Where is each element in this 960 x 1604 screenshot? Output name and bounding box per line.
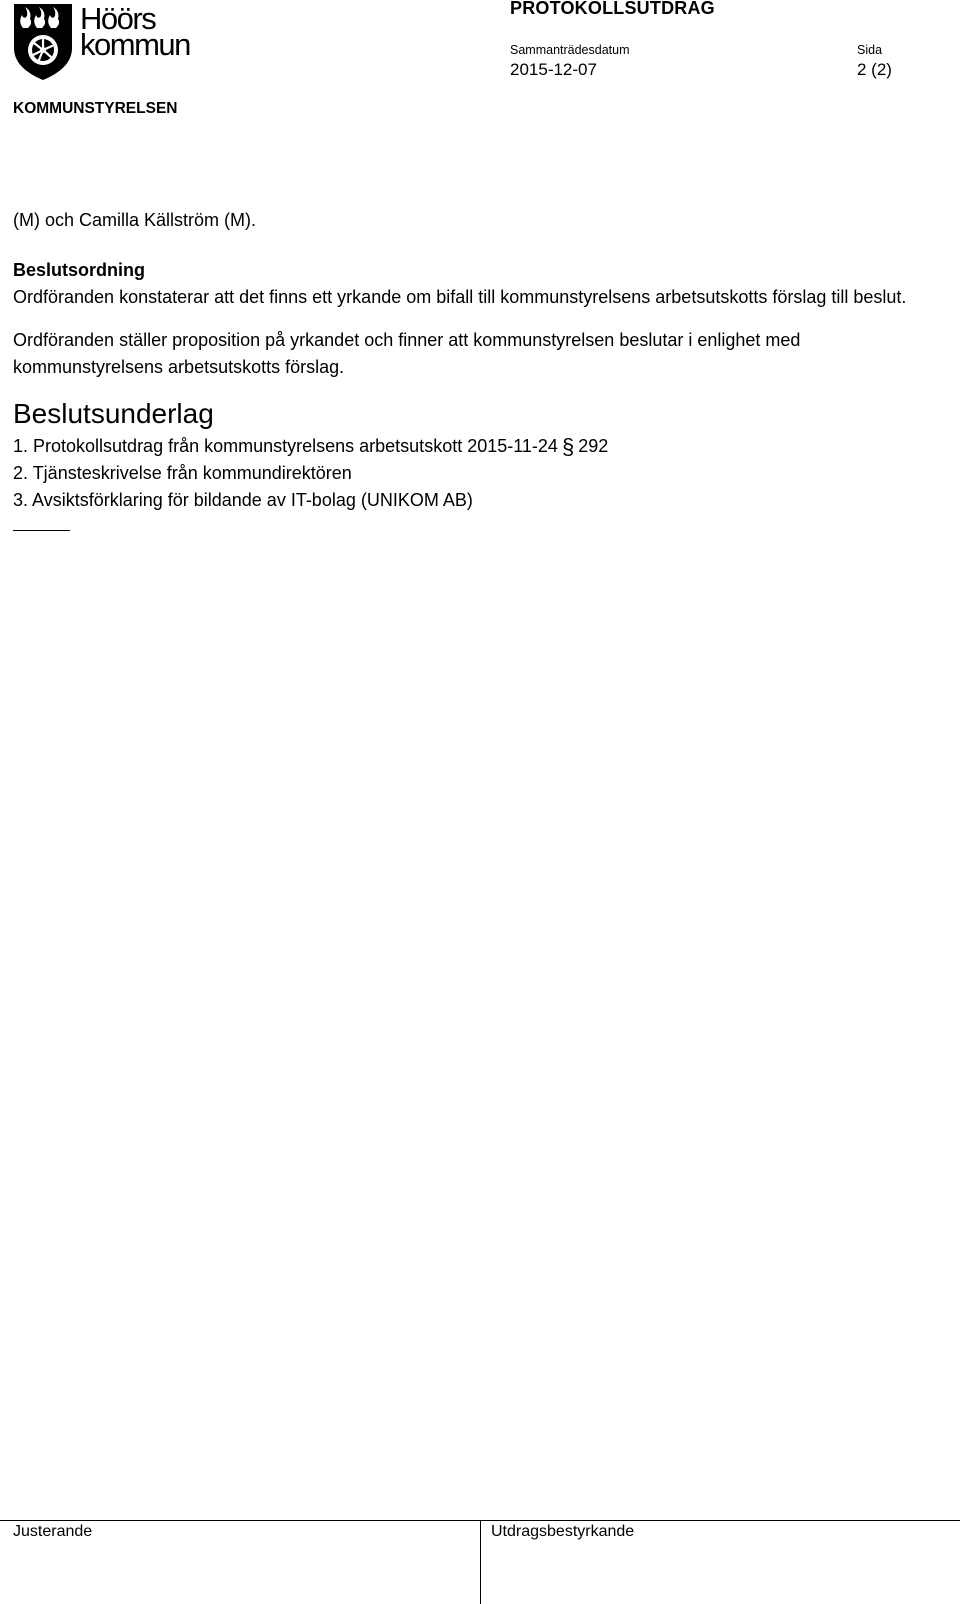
footer-column-divider	[480, 1520, 481, 1604]
list-item: 3. Avsiktsförklaring för bildande av IT-bolag (UNIKOM AB)	[13, 490, 473, 510]
list-item: 2. Tjänsteskrivelse från kommundirektören	[13, 463, 352, 483]
page-number: 2 (2)	[857, 60, 892, 79]
hoor-coat-of-arms-icon	[12, 2, 74, 82]
committee-name: KOMMUNSTYRELSEN	[13, 100, 178, 117]
document-type: PROTOKOLLSUTDRAG	[510, 0, 715, 18]
end-rule	[13, 530, 70, 531]
paragraph-number: 292	[578, 436, 609, 456]
signing-label: Justerande	[13, 1523, 93, 1540]
decision-order-title: Beslutsordning	[13, 260, 146, 280]
decision-basis-title: Beslutsunderlag	[13, 398, 214, 429]
meeting-date-label: Sammanträdesdatum	[510, 43, 630, 57]
logo-name-line1: Höörs	[80, 1, 156, 36]
logo-name-line2: kommun	[80, 27, 190, 62]
page-label: Sida	[857, 43, 883, 57]
list-item	[13, 433, 913, 460]
municipality-logo-text	[80, 1, 210, 64]
decision-basis-list	[13, 433, 913, 514]
decision-order-paragraph: Ordföranden ställer proposition på yrkandet och finner att kommunstyrelsen beslutar i enlighet med kommunstyrelsens arbetsutskotts förslag.	[13, 330, 801, 377]
meeting-date-value: 2015-12-07	[510, 60, 597, 79]
decision-order-paragraph: Ordföranden konstaterar att det finns ett yrkande om bifall till kommunstyrelsens arbetsutskotts förslag till beslut.	[13, 287, 907, 307]
protocol-body	[13, 207, 913, 531]
paragraph-sign: §	[561, 434, 575, 459]
continuation-text: (M) och Camilla Källström (M).	[13, 210, 257, 230]
certification-label: Utdragsbestyrkande	[491, 1523, 635, 1540]
list-item-text: 1. Protokollsutdrag från kommunstyrelsens arbetsutskott 2015-11-24	[13, 436, 558, 456]
